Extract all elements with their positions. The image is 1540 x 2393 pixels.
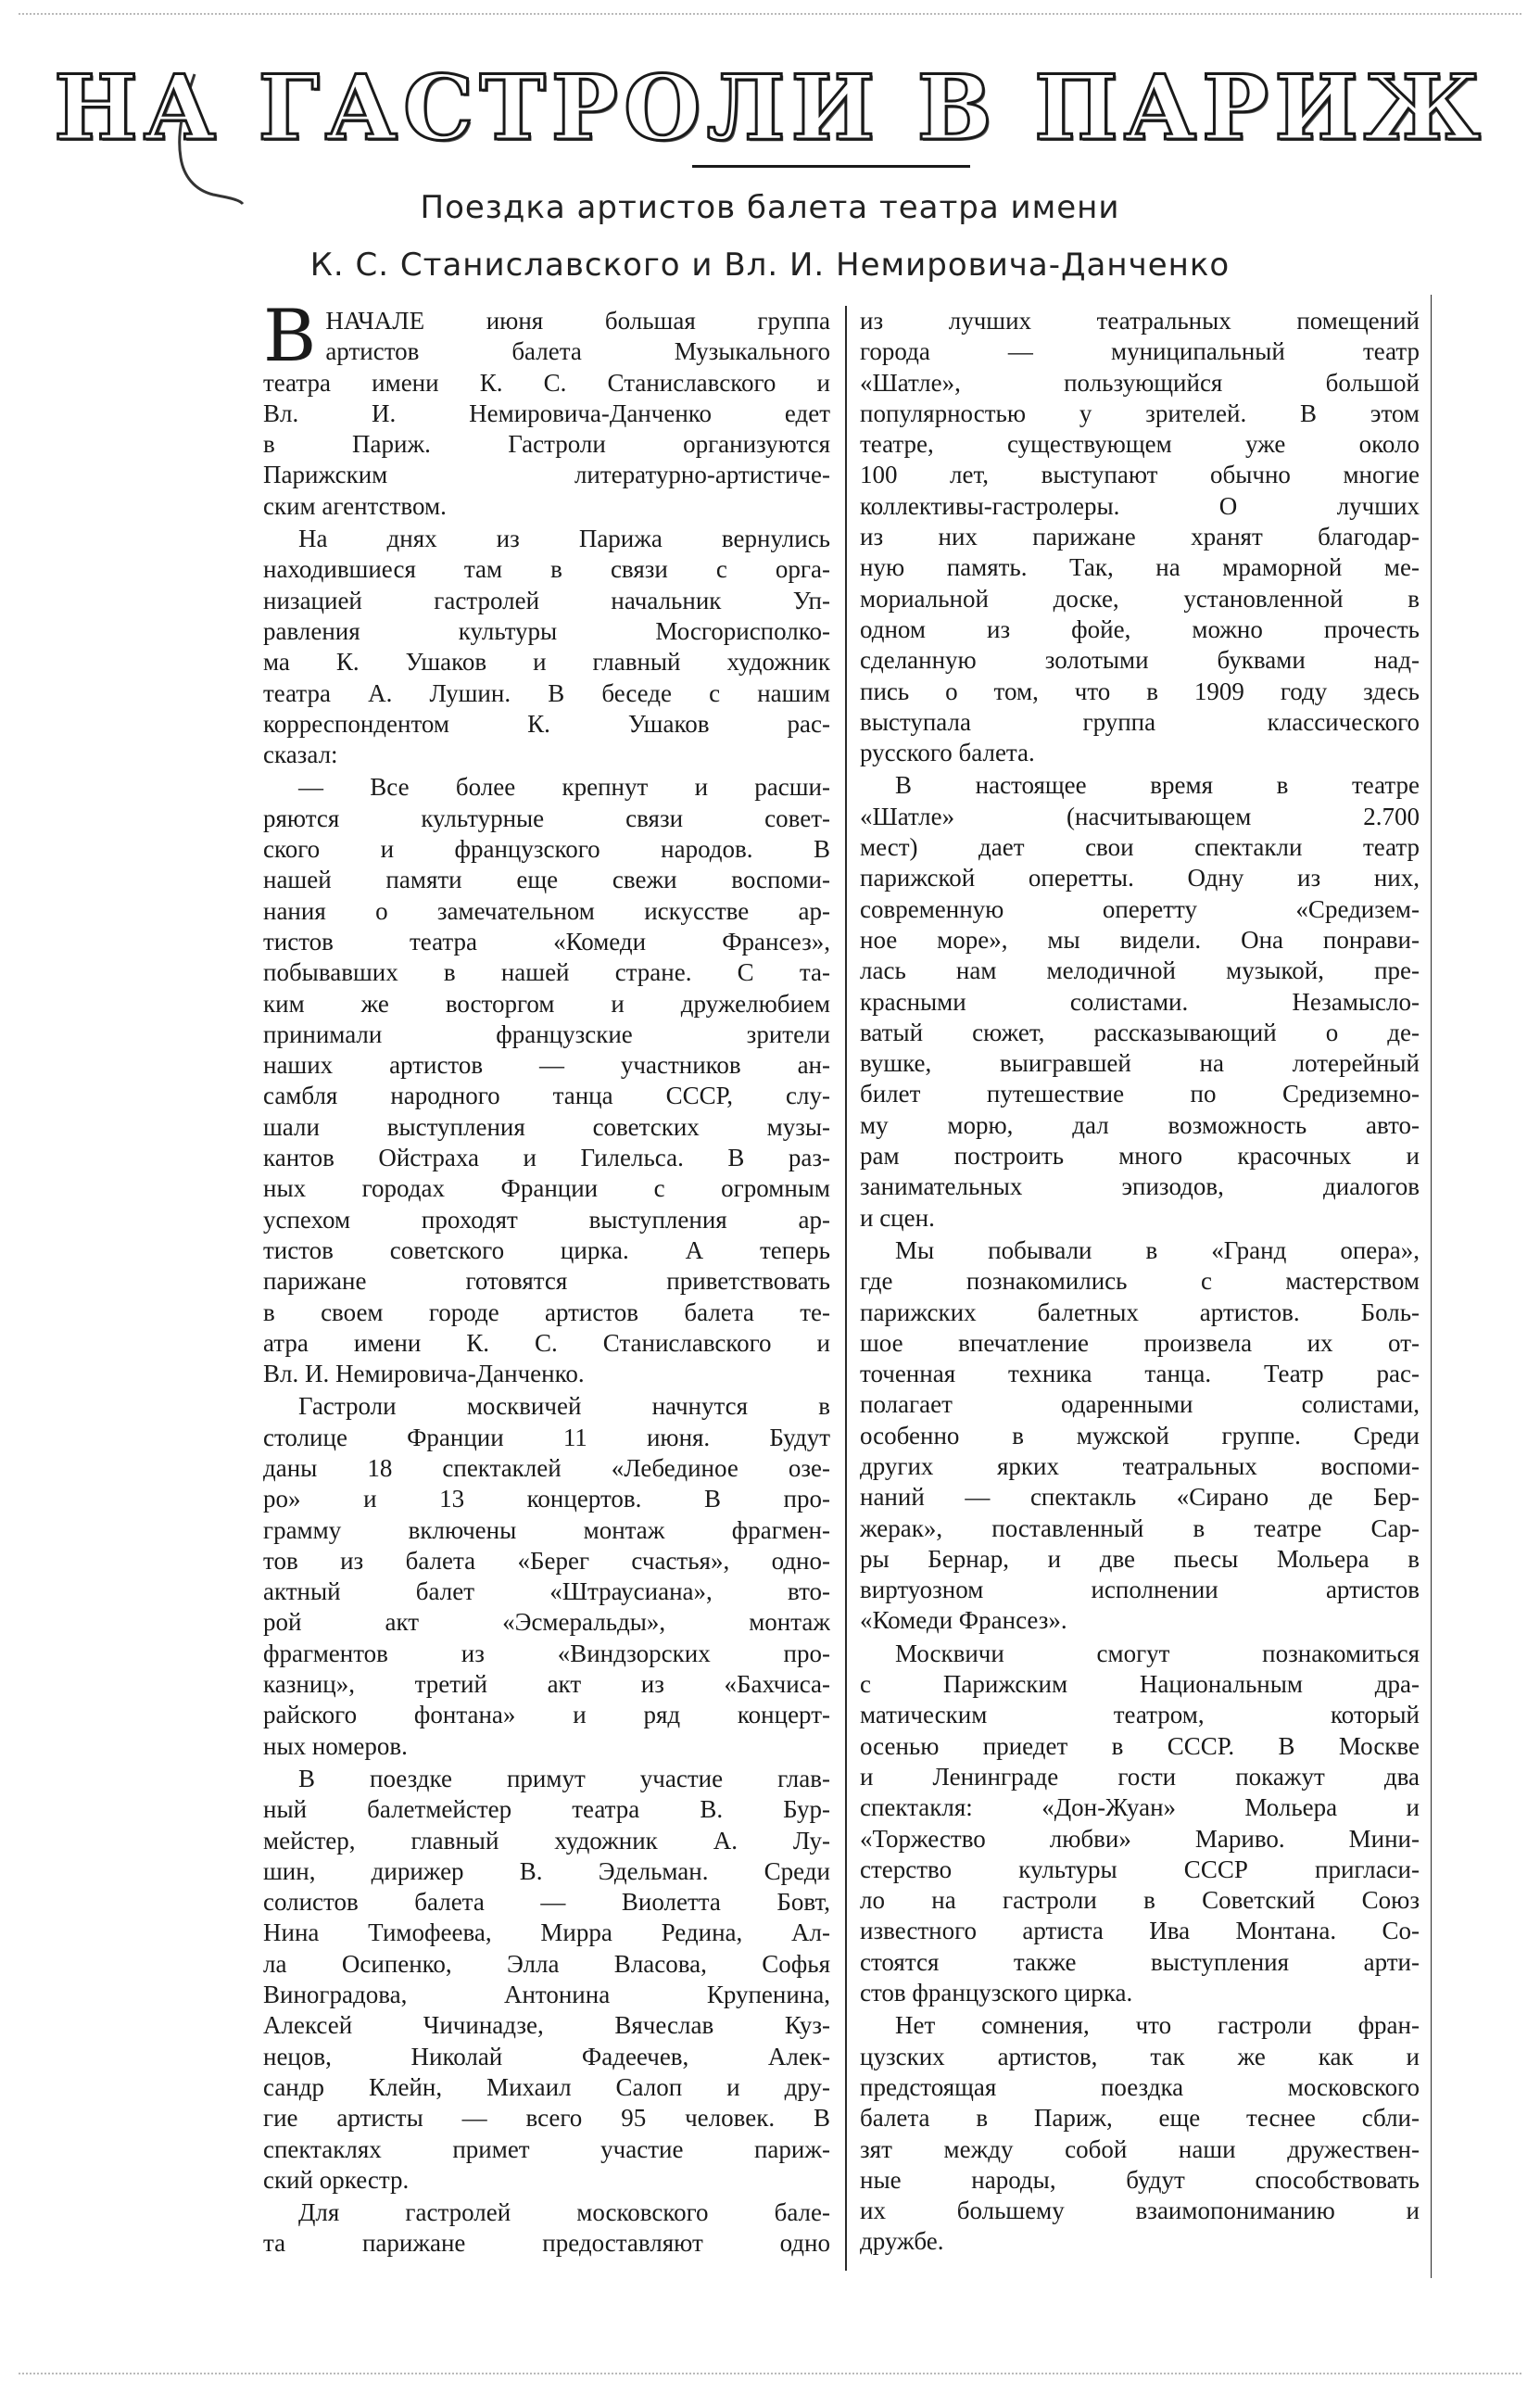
article-line: ные народы, будут способствовать bbox=[860, 2165, 1420, 2194]
article-line: Виноградова, Антонина Крупенина, bbox=[263, 1981, 830, 2009]
article-paragraph bbox=[263, 772, 830, 1389]
article-line: гие артисты — всего 95 человек. В bbox=[263, 2104, 830, 2133]
article-line: Вл. И. Немировича-Данченко. bbox=[263, 1360, 585, 1388]
article-line: Вл. И. Немировича-Данченко едет bbox=[263, 399, 830, 427]
article-line: ла Осипенко, Элла Власова, Софья bbox=[263, 1949, 830, 1978]
article-line: сказал: bbox=[263, 741, 338, 769]
article-line: дружбе. bbox=[860, 2227, 944, 2256]
column-divider bbox=[845, 306, 847, 2271]
headline-rule bbox=[692, 165, 970, 168]
article-line: билет путешествие по Средиземно- bbox=[860, 1080, 1420, 1108]
subtitle-line: Поездка артистов балета театра имени bbox=[420, 189, 1120, 226]
article-line: низацией гастролей начальник Уп- bbox=[263, 586, 830, 614]
article-line: НАЧАЛЕ июня большая группа bbox=[325, 307, 830, 335]
article-line: Мы побывали в «Гранд опера», bbox=[895, 1235, 1420, 1264]
article-paragraph bbox=[860, 2010, 1420, 2257]
article-line: самбля народного танца СССР, слу- bbox=[263, 1082, 830, 1110]
article-line: шое впечатление произвела их от- bbox=[860, 1328, 1420, 1357]
article-line: «Торжество любви» Мариво. Мини- bbox=[860, 1824, 1420, 1853]
article-line: популярностью у зрителей. В этом bbox=[860, 399, 1420, 427]
article-line: цузских артистов, так же как и bbox=[860, 2042, 1420, 2070]
article-line: столице Франции 11 июня. Будут bbox=[263, 1423, 830, 1451]
article-line: фрагментов из «Виндзорских про- bbox=[263, 1639, 830, 1667]
article-line: ную память. Так, на мраморной ме- bbox=[860, 553, 1420, 582]
article-line: театра А. Лушин. В беседе с нашим bbox=[263, 678, 830, 707]
article-line: матическим театром, который bbox=[860, 1701, 1420, 1729]
article-line: ватый сюжет, рассказывающий о де- bbox=[860, 1018, 1420, 1046]
article-line: ский оркестр. bbox=[263, 2165, 410, 2194]
article-line: парижских балетных артистов. Боль- bbox=[860, 1298, 1420, 1326]
article-line: нашей памяти еще свежи воспоми- bbox=[263, 866, 830, 894]
article-line: ных номеров. bbox=[263, 1731, 408, 1760]
article-line: рам построить много красочных и bbox=[860, 1142, 1420, 1171]
article-line: солистов балета — Виолетта Бовт, bbox=[263, 1888, 830, 1917]
article-line: спектаклях примет участие париж- bbox=[263, 2134, 830, 2163]
article-line: нания о замечательном искусстве ар- bbox=[263, 896, 830, 925]
article-paragraph bbox=[860, 1639, 1420, 2009]
article-line: известного артиста Ива Монтана. Со- bbox=[860, 1917, 1420, 1945]
article-line: нецов, Николай Фадеечев, Алек- bbox=[263, 2042, 830, 2070]
article-line: ры Бернар, и две пьесы Мольера в bbox=[860, 1544, 1420, 1573]
page-top-edge bbox=[19, 13, 1521, 15]
subtitle-line: К. С. Станиславского и Вл. И. Немировича-Данченко bbox=[309, 247, 1231, 284]
article-line: в Париж. Гастроли организуются bbox=[263, 430, 830, 459]
article-paragraph bbox=[860, 1235, 1420, 1637]
article-line: «Шатле», пользующийся большой bbox=[860, 368, 1420, 397]
article-line: ским агентством. bbox=[263, 491, 447, 520]
article-line: тов из балета «Берег счастья», одно- bbox=[263, 1546, 830, 1575]
article-line: их большему взаимопониманию и bbox=[860, 2197, 1420, 2225]
article-line: мейстер, главный художник А. Лу- bbox=[263, 1826, 830, 1855]
article-line: стов французского цирка. bbox=[860, 1979, 1133, 2007]
article-column-right bbox=[860, 306, 1420, 2260]
article-line: парижане готовятся приветствовать bbox=[263, 1267, 830, 1296]
article-line: точенная техника танца. Театр рас- bbox=[860, 1360, 1420, 1388]
article-line: сделанную золотыми буквами над- bbox=[860, 646, 1420, 675]
article-line: где познакомились с мастерством bbox=[860, 1267, 1420, 1296]
article-line: города — муниципальный театр bbox=[860, 337, 1420, 366]
article-line: особенно в мужской группе. Среди bbox=[860, 1421, 1420, 1450]
article-line: Нина Тимофеева, Мирра Редина, Ал- bbox=[263, 1918, 830, 1947]
article-paragraph bbox=[263, 1391, 830, 1762]
page-bottom-edge bbox=[19, 2373, 1521, 2374]
article-line: корреспондентом К. Ушаков рас- bbox=[263, 709, 830, 738]
article-line: Москвичи смогут познакомиться bbox=[895, 1639, 1420, 1667]
article-line: из них парижане хранят благодар- bbox=[860, 523, 1420, 551]
article-line: парижской оперетты. Одну из них, bbox=[860, 864, 1420, 893]
article-line: полагает одаренными солистами, bbox=[860, 1390, 1420, 1419]
article-line: му морю, дал возможность авто- bbox=[860, 1110, 1420, 1139]
article-line: виртуозном исполнении артистов bbox=[860, 1576, 1420, 1604]
article-line: красными солистами. Незамысло- bbox=[860, 987, 1420, 1016]
article-line: театре, существующем уже около bbox=[860, 430, 1420, 459]
article-line: ского и французского народов. В bbox=[263, 835, 830, 864]
article-line: ный балетмейстер театра В. Бур- bbox=[263, 1795, 830, 1824]
article-line: В настоящее время в театре bbox=[895, 771, 1420, 800]
article-line: Гастроли москвичей начнутся в bbox=[298, 1392, 830, 1421]
article-line: равления культуры Мосгорисполко- bbox=[263, 616, 830, 645]
article-line: наших артистов — участников ан- bbox=[263, 1051, 830, 1080]
article-line: выступала группа классического bbox=[860, 707, 1420, 736]
article-line: артистов балета Музыкального bbox=[325, 337, 830, 366]
article-line: ряются культурные связи совет- bbox=[263, 804, 830, 832]
article-paragraph bbox=[263, 295, 830, 522]
article-line: пись о том, что в 1909 году здесь bbox=[860, 677, 1420, 705]
article-line: из лучших театральных помещений bbox=[860, 307, 1420, 335]
article-paragraph bbox=[263, 1764, 830, 2196]
article-line: ким же восторгом и дружелюбием bbox=[263, 989, 830, 1018]
article-line: других ярких театральных воспоми- bbox=[860, 1451, 1420, 1480]
article-line: 100 лет, выступают обычно многие bbox=[860, 461, 1420, 489]
article-paragraph bbox=[860, 306, 1420, 768]
article-line: «Шатле» (насчитывающем 2.700 bbox=[860, 802, 1420, 830]
article-paragraph bbox=[263, 2197, 830, 2260]
article-line: ма К. Ушаков и главный художник bbox=[263, 648, 830, 677]
article-paragraph bbox=[263, 524, 830, 770]
article-line: тистов театра «Комеди Франсез», bbox=[263, 927, 830, 956]
article-paragraph bbox=[860, 770, 1420, 1233]
article-line: спектакля: «Дон-Жуан» Мольера и bbox=[860, 1793, 1420, 1822]
drop-cap: В bbox=[263, 295, 317, 378]
article-line: шали выступления советских музы- bbox=[263, 1112, 830, 1141]
article-line: наний — спектакль «Сирано де Бер- bbox=[860, 1483, 1420, 1512]
article-line: предстоящая поездка московского bbox=[860, 2072, 1420, 2101]
article-line: находившиеся там в связи с орга- bbox=[263, 555, 830, 584]
article-column-left bbox=[263, 295, 830, 2261]
article-line: жерак», поставленный в театре Сар- bbox=[860, 1513, 1420, 1542]
article-line: коллективы-гастролеры. О лучших bbox=[860, 491, 1420, 520]
article-line: — Все более крепнут и расши- bbox=[298, 773, 830, 802]
article-line: современную оперетту «Средизем- bbox=[860, 894, 1420, 923]
article-line: райского фонтана» и ряд концерт- bbox=[263, 1701, 830, 1729]
article-line: сандр Клейн, Михаил Салоп и дру- bbox=[263, 2072, 830, 2101]
article-line: занимательных эпизодов, диалогов bbox=[860, 1172, 1420, 1201]
article-line: даны 18 спектаклей «Лебединое озе- bbox=[263, 1453, 830, 1482]
article-line: осенью приедет в СССР. В Москве bbox=[860, 1731, 1420, 1760]
article-line: зят между собой наши дружествен- bbox=[860, 2134, 1420, 2163]
article-line: та парижане предоставляют одно bbox=[263, 2229, 830, 2258]
article-line: Для гастролей московского бале- bbox=[298, 2198, 830, 2227]
article-line: рой акт «Эсмеральды», монтаж bbox=[263, 1608, 830, 1637]
article-line: театра имени К. С. Станиславского и bbox=[263, 368, 830, 397]
article-line: стерство культуры СССР пригласи- bbox=[860, 1855, 1420, 1883]
article-line: стоятся также выступления арти- bbox=[860, 1947, 1420, 1976]
article-line: шин, дирижер В. Эдельман. Среди bbox=[263, 1856, 830, 1885]
article-line: Нет сомнения, что гастроли фран- bbox=[895, 2011, 1420, 2040]
article-line: балета в Париж, еще теснее сбли- bbox=[860, 2104, 1420, 2133]
article-line: грамму включены монтаж фрагмен- bbox=[263, 1515, 830, 1544]
article-line: Алексей Чичинадзе, Вячеслав Куз- bbox=[263, 2011, 830, 2040]
article-line: с Парижским Национальным дра- bbox=[860, 1670, 1420, 1699]
article-line: тистов советского цирка. А теперь bbox=[263, 1235, 830, 1264]
article-line: успехом проходят выступления ар- bbox=[263, 1205, 830, 1234]
article-line: и Ленинграде гости покажут два bbox=[860, 1762, 1420, 1791]
article-line: лась нам мелодичной музыкой, пре- bbox=[860, 956, 1420, 985]
article-line: Парижским литературно-артистиче- bbox=[263, 461, 830, 489]
article-line: мориальной доске, установленной в bbox=[860, 584, 1420, 613]
article-line: ных городах Франции с огромным bbox=[263, 1174, 830, 1203]
article-line: одном из фойе, можно прочесть bbox=[860, 614, 1420, 643]
headline: НА ГАСТРОЛИ В ПАРИЖ bbox=[54, 56, 1486, 160]
article-line: «Комеди Франсез». bbox=[860, 1606, 1067, 1635]
article-line: мест) дает свои спектакли театр bbox=[860, 833, 1420, 862]
article-line: казниц», третий акт из «Бахчиса- bbox=[263, 1670, 830, 1699]
article-line: актный балет «Штраусиана», вто- bbox=[263, 1577, 830, 1606]
article-line: русского балета. bbox=[860, 739, 1035, 767]
article-line: ро» и 13 концертов. В про- bbox=[263, 1485, 830, 1513]
article-line: принимали французские зрители bbox=[263, 1019, 830, 1048]
article-line: ло на гастроли в Советский Союз bbox=[860, 1886, 1420, 1915]
article-line: кантов Ойстраха и Гилельса. В раз- bbox=[263, 1144, 830, 1172]
article-line: и сцен. bbox=[860, 1203, 935, 1232]
article-line: атра имени К. С. Станиславского и bbox=[263, 1328, 830, 1357]
article-line: в своем городе артистов балета те- bbox=[263, 1298, 830, 1326]
article-line: На днях из Парижа вернулись bbox=[298, 525, 830, 553]
article-line: В поездке примут участие глав- bbox=[298, 1764, 830, 1792]
article-line: ное море», мы видели. Она понрави- bbox=[860, 925, 1420, 954]
article-line: вушке, выигравшей на лотерейный bbox=[860, 1049, 1420, 1078]
article-line: побывавших в нашей стране. С та- bbox=[263, 958, 830, 987]
column-right-border bbox=[1431, 295, 1432, 2278]
